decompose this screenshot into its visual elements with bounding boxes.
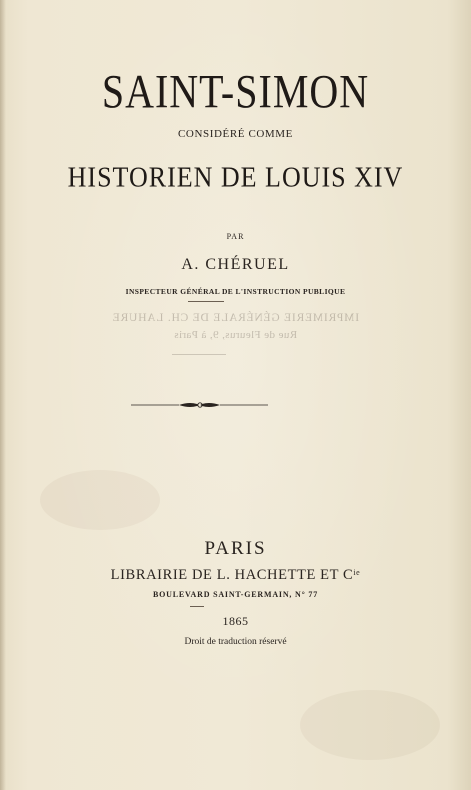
publication-year: 1865 — [222, 614, 249, 628]
publisher — [0, 567, 471, 584]
paper-stain — [40, 470, 160, 530]
ornamental-divider — [131, 398, 268, 412]
book-title: SAINT-SIMON — [101, 65, 370, 119]
book-subtitle: HISTORIEN DE LOUIS XIV — [67, 161, 404, 193]
city: PARIS — [204, 538, 267, 559]
show-through-line-1: IMPRIMERIE GÉNÉRALE DE CH. LAHURE — [111, 312, 360, 324]
show-through-rule — [172, 354, 226, 355]
considere-comme: CONSIDÉRÉ COMME — [177, 128, 294, 140]
year-divider — [190, 606, 204, 607]
author-name: A. CHÉRUEL — [181, 256, 290, 273]
author-divider — [188, 301, 224, 302]
author-title: INSPECTEUR GÉNÉRAL DE L'INSTRUCTION PUBLIQUE — [125, 287, 346, 296]
publisher-name: LIBRAIRIE DE L. HACHETTE ET C — [110, 567, 354, 583]
show-through-line-2: Rue de Fleurus, 9, à Paris — [173, 329, 298, 341]
publisher-sup: ie — [353, 568, 361, 577]
rights-notice: Droit de traduction réservé — [184, 637, 287, 647]
publisher-address: BOULEVARD SAINT-GERMAIN, N° 77 — [153, 590, 318, 599]
paper-stain — [300, 690, 440, 760]
par-label: PAR — [226, 232, 245, 241]
